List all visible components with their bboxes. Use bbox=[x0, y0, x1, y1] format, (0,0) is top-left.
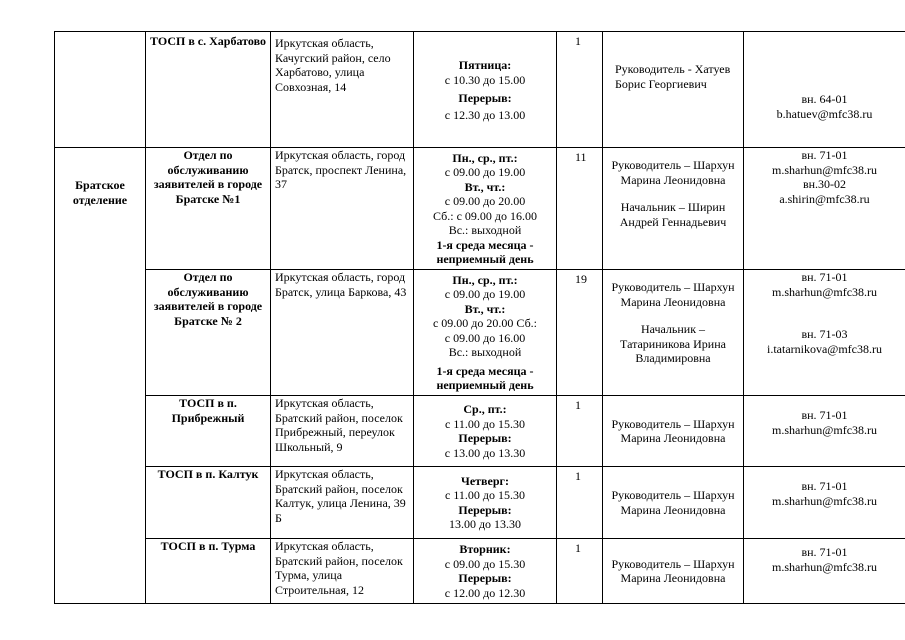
office-head: Руководитель – Шархун Марина Леонидовна bbox=[603, 539, 744, 604]
office-head: Руководитель – Шархун Марина Леонидовна Начальник – Ширин Андрей Геннадьевич bbox=[603, 148, 744, 270]
office-name: ТОСП в п. Прибрежный bbox=[146, 396, 271, 467]
office-name: Отдел по обслуживанию заявителей в городе Братске №1 bbox=[146, 148, 271, 270]
office-schedule: Четверг: с 11.00 до 15.30 Перерыв: 13.00 до 13.30 bbox=[414, 467, 557, 539]
email-link[interactable]: i.tatarnikova@mfc38.ru bbox=[766, 341, 882, 356]
email-link[interactable]: m.sharhun@mfc38.ru bbox=[771, 422, 878, 437]
email-link[interactable]: m.sharhun@mfc38.ru bbox=[771, 162, 878, 177]
offices-table bbox=[54, 31, 905, 604]
staff-count: 11 bbox=[557, 148, 603, 270]
office-address: Иркутская область, Братский район, поселок Калтук, улица Ленина, 39 Б bbox=[271, 467, 414, 539]
table-row bbox=[55, 396, 905, 467]
office-head: Руководитель – Шархун Марина Леонидовна bbox=[603, 396, 744, 467]
table-row bbox=[55, 539, 905, 604]
office-contacts: вн. 71-01 m.sharhun@mfc38.ru bbox=[744, 396, 905, 467]
office-name: ТОСП в с. Харбатово bbox=[146, 32, 271, 148]
office-contacts: вн. 71-01 m.sharhun@mfc38.ru вн.30-02 a.shirin@mfc38.ru bbox=[744, 148, 905, 270]
region-cell bbox=[55, 32, 146, 148]
table-row bbox=[55, 32, 905, 148]
office-name: Отдел по обслуживанию заявителей в городе Братске № 2 bbox=[146, 270, 271, 396]
office-head: Руководитель - Хатуев Борис Георгиевич bbox=[603, 32, 744, 148]
table-row bbox=[55, 467, 905, 539]
office-address: Иркутская область, Братский район, поселок Прибрежный, переулок Школьный, 9 bbox=[271, 396, 414, 467]
office-head: Руководитель – Шархун Марина Леонидовна bbox=[603, 467, 744, 539]
email-link[interactable]: m.sharhun@mfc38.ru bbox=[771, 284, 878, 299]
table-row bbox=[55, 270, 905, 396]
region-cell: Братское отделение bbox=[55, 148, 146, 604]
office-name: ТОСП в п. Турма bbox=[146, 539, 271, 604]
staff-count: 1 bbox=[557, 396, 603, 467]
office-address: Иркутская область, город Братск, проспект Ленина, 37 bbox=[271, 148, 414, 270]
office-contacts: вн. 71-01 m.sharhun@mfc38.ru bbox=[744, 539, 905, 604]
email-link[interactable]: b.hatuev@mfc38.ru bbox=[776, 106, 873, 121]
office-schedule: Вторник: с 09.00 до 15.30 Перерыв: с 12.00 до 12.30 bbox=[414, 539, 557, 604]
email-link[interactable]: a.shirin@mfc38.ru bbox=[779, 191, 870, 206]
table-row bbox=[55, 148, 905, 270]
office-schedule: Ср., пт.: с 11.00 до 15.30 Перерыв: с 13.00 до 13.30 bbox=[414, 396, 557, 467]
office-schedule: Пн., ср., пт.: с 09.00 до 19.00 Вт., чт.: с 09.00 до 20.00 Сб.: с 09.00 до 16.00 Вс.: выходной 1-я среда месяца - неприемный день bbox=[414, 270, 557, 396]
office-schedule: Пн., ср., пт.: с 09.00 до 19.00 Вт., чт.: с 09.00 до 20.00 Сб.: с 09.00 до 16.00 Вс.: выходной 1-я среда месяца - неприемный день bbox=[414, 148, 557, 270]
office-contacts: вн. 71-01 m.sharhun@mfc38.ru bbox=[744, 467, 905, 539]
staff-count: 1 bbox=[557, 32, 603, 148]
office-address: Иркутская область, город Братск, улица Баркова, 43 bbox=[271, 270, 414, 396]
office-name: ТОСП в п. Калтук bbox=[146, 467, 271, 539]
office-contacts: вн. 71-01 m.sharhun@mfc38.ru вн. 71-03 i.tatarnikova@mfc38.ru bbox=[744, 270, 905, 396]
staff-count: 19 bbox=[557, 270, 603, 396]
office-address: Иркутская область, Братский район, поселок Турма, улица Строительная, 12 bbox=[271, 539, 414, 604]
office-head: Руководитель – Шархун Марина Леонидовна Начальник – Татариникова Ирина Владимировна bbox=[603, 270, 744, 396]
office-schedule: Пятница: с 10.30 до 15.00 Перерыв: с 12.30 до 13.00 bbox=[414, 32, 557, 148]
staff-count: 1 bbox=[557, 539, 603, 604]
email-link[interactable]: m.sharhun@mfc38.ru bbox=[771, 559, 878, 574]
email-link[interactable]: m.sharhun@mfc38.ru bbox=[771, 493, 878, 508]
office-address: Иркутская область, Качугский район, село Харбатово, улица Совхозная, 14 bbox=[271, 32, 414, 148]
office-contacts: вн. 64-01 b.hatuev@mfc38.ru bbox=[744, 32, 905, 148]
staff-count: 1 bbox=[557, 467, 603, 539]
